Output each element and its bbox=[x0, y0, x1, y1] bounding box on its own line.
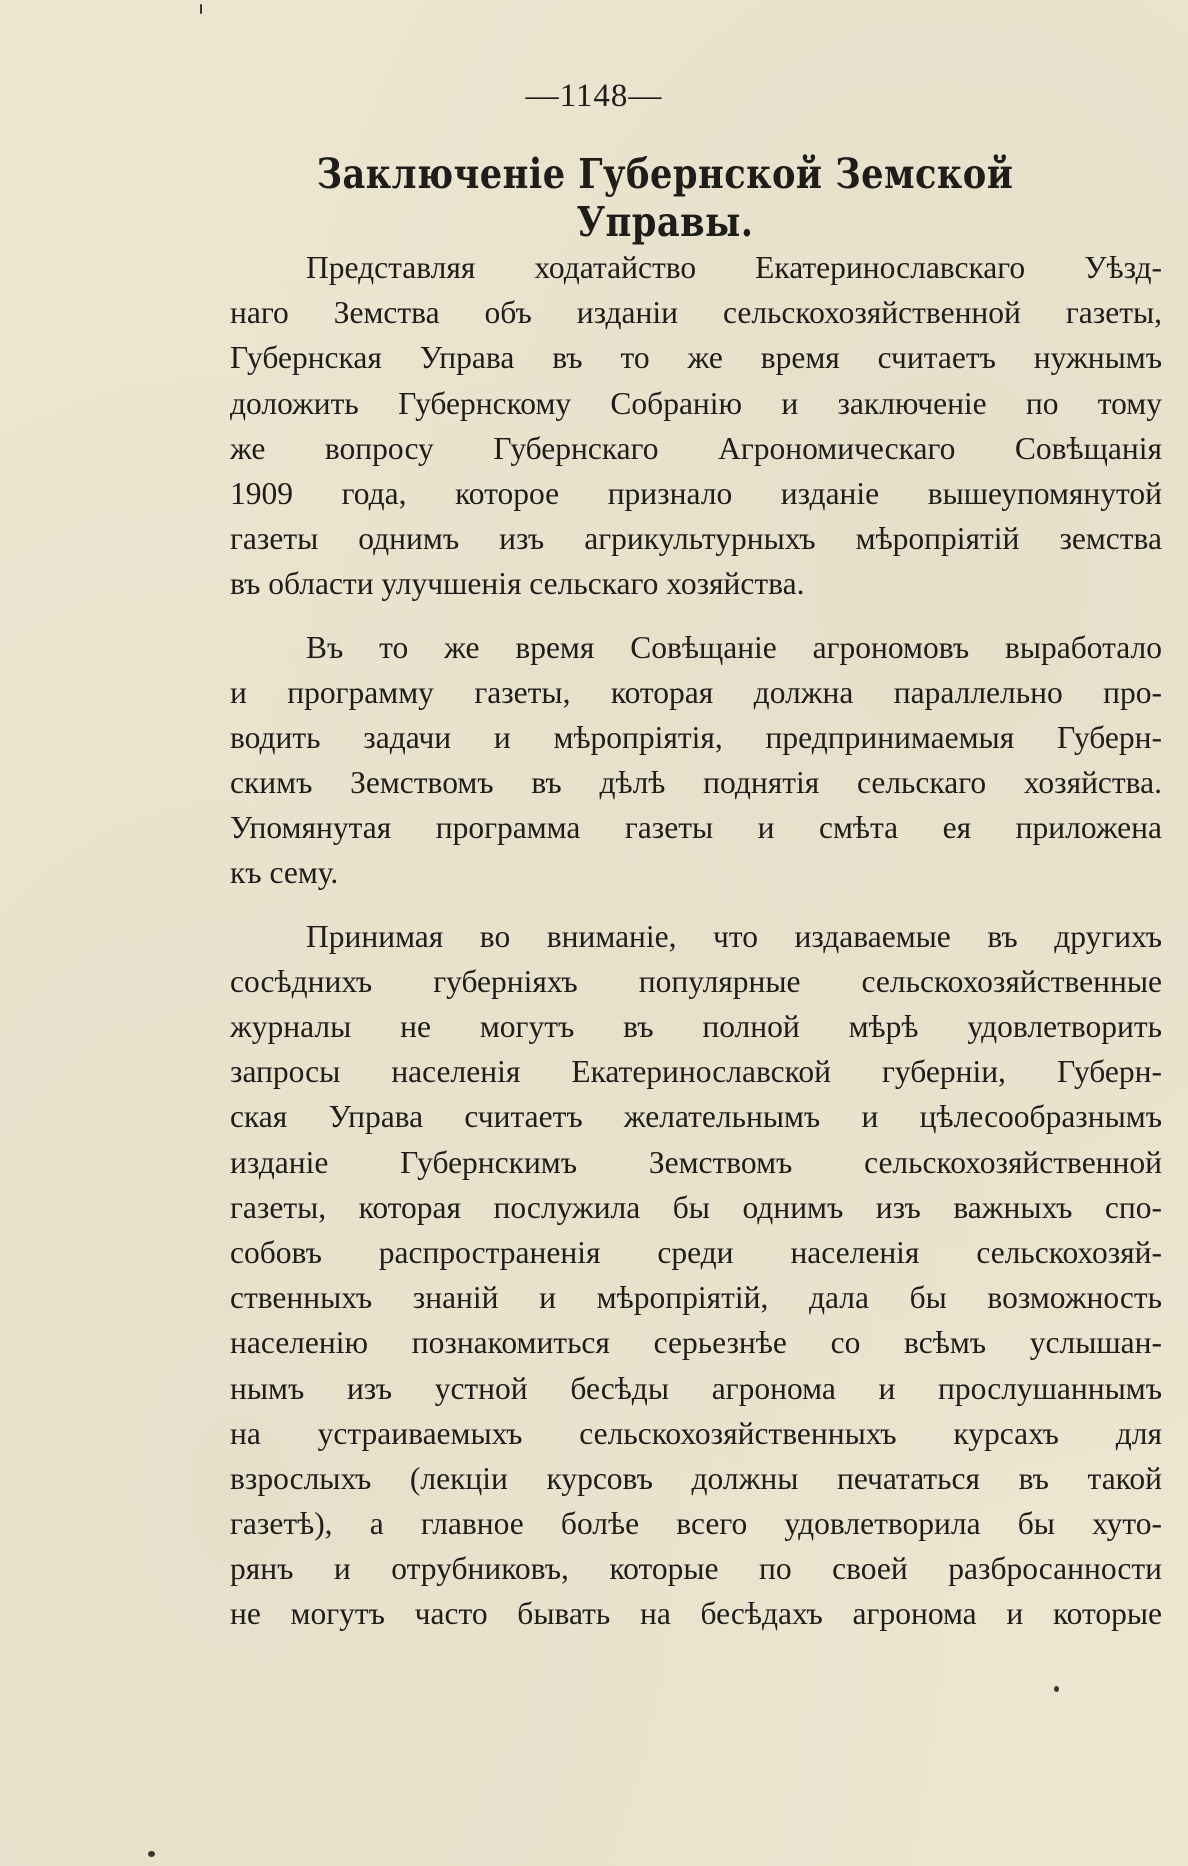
text-line: ская Управа считаетъ желательнымъ и цѣлесообразнымъ bbox=[230, 1099, 1162, 1135]
text-line: Принимая во вниманіе, что издаваемые въ другихъ bbox=[306, 918, 1162, 954]
page-number: —1148— bbox=[525, 78, 663, 114]
text-line: газеты однимъ изъ агрикультурныхъ мѣропріятій земства bbox=[230, 521, 1162, 557]
text-line: не могутъ часто бывать на бесѣдахъ агронома и которые bbox=[230, 1596, 1162, 1632]
paragraph-2 bbox=[230, 625, 1162, 896]
text-line: Губернская Управа въ то же время считаетъ нужнымъ bbox=[230, 340, 1162, 376]
text-line: наго Земства объ изданіи сельскохозяйственной газеты, bbox=[230, 295, 1162, 331]
paragraph-spacer bbox=[230, 896, 1162, 914]
text-line: газетѣ), а главное болѣе всего удовлетворила бы хуто- bbox=[230, 1506, 1162, 1542]
text-line: изданіе Губернскимъ Земствомъ сельскохозяйственной bbox=[230, 1144, 1162, 1180]
paragraph-3 bbox=[230, 914, 1162, 1637]
text-line: газеты, которая послужила бы однимъ изъ важныхъ спо- bbox=[230, 1189, 1162, 1225]
text-line: запросы населенія Екатеринославской губерніи, Губерн- bbox=[230, 1054, 1162, 1090]
text-line: къ сему. bbox=[230, 855, 339, 891]
text-line: Представляя ходатайство Екатеринославскаго Уѣзд- bbox=[306, 250, 1162, 285]
text-line: на устраиваемыхъ сельскохозяйственныхъ курсахъ для bbox=[230, 1415, 1162, 1451]
ink-speck bbox=[200, 4, 202, 14]
text-line: доложить Губернскому Собранію и заключеніе по тому bbox=[230, 385, 1162, 421]
text-line: рянъ и отрубниковъ, которые по своей разбросанности bbox=[230, 1551, 1162, 1587]
text-line: въ области улучшенія сельскаго хозяйства. bbox=[230, 566, 805, 602]
text-line: и программу газеты, которая должна параллельно про- bbox=[230, 674, 1162, 710]
body-text bbox=[230, 245, 1162, 1637]
text-line: ственныхъ знаній и мѣропріятій, дала бы возможность bbox=[230, 1280, 1162, 1316]
text-line: водить задачи и мѣропріятія, предпринимаемыя Губерн- bbox=[230, 719, 1162, 755]
text-line: 1909 года, которое признало изданіе вышеупомянутой bbox=[230, 475, 1162, 511]
ink-speck bbox=[148, 1851, 155, 1857]
text-line: Упомянутая программа газеты и смѣта ея приложена bbox=[230, 810, 1162, 846]
text-line: сосѣднихъ губерніяхъ популярные сельскохозяйственные bbox=[230, 963, 1162, 999]
text-line: журналы не могутъ въ полной мѣрѣ удовлетворить bbox=[230, 1009, 1162, 1044]
text-line: населенію познакомиться серьезнѣе со всѣмъ услышан- bbox=[230, 1325, 1162, 1361]
text-line: скимъ Земствомъ въ дѣлѣ поднятія сельскаго хозяйства. bbox=[230, 765, 1162, 801]
ink-speck bbox=[1054, 1686, 1059, 1692]
text-line: Въ то же время Совѣщаніе агрономовъ выработало bbox=[306, 629, 1162, 665]
text-line: нымъ изъ устной бесѣды агронома и прослушаннымъ bbox=[230, 1370, 1162, 1406]
text-line: собовъ распространенія среди населенія сельскохозяй- bbox=[230, 1234, 1162, 1270]
paragraph-spacer bbox=[230, 607, 1162, 625]
text-line: же вопросу Губернскаго Агрономическаго Совѣщанія bbox=[230, 430, 1162, 466]
paragraph-1 bbox=[230, 245, 1162, 607]
section-heading: Заключеніе Губернской Земской Управы. bbox=[316, 150, 1014, 246]
text-line: взрослыхъ (лекціи курсовъ должны печататься въ такой bbox=[230, 1460, 1162, 1496]
